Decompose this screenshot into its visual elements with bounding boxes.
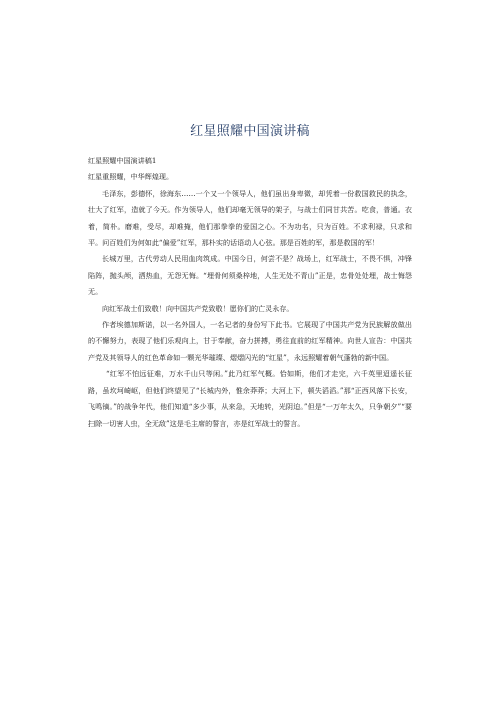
paragraph-5: 作者埃德加斯诺，以一名外国人，一名记者的身份写下此书。它展现了中国共产党为民族解放做出的不懈努力，表现了他们乐观向上，甘于奉献，奋力拼搏，勇往直前的红军精神。向世人宣告：中国共产党及其领导人的红色革命如一颗光华璀璨、熠熠闪光的“红星”，永远照耀着朝气蓬勃的新中国。: [88, 320, 412, 362]
paragraph-2: 毛泽东，彭德怀，徐海东……一个又一个领导人，他们虽出身卑微，却凭着一份救国救民的执念，壮大了红军，造就了今天。作为领导人，他们却毫无领导的架子，与战士们同甘共苦。吃食，普通。衣着，简朴。磨难，受尽，却难掩，他们那拳拳的爱国之心。不为功名，只为百姓。不求利禄，只求和平。问百姓们为何如此“偏爱”红军，那朴实的话语动人心弦。那是百姓的军，那是救国的军！: [88, 188, 412, 248]
paragraph-subtitle: 红星照耀中国演讲稿1: [88, 156, 157, 165]
document-title: 红星照耀中国演讲稿: [190, 124, 310, 139]
paragraph-4: 向红军战士们致敬！向中国共产党致敬！愿你们的亡灵永存。: [102, 303, 294, 313]
document-body: [88, 153, 412, 432]
paragraph-6: “红军不怕远征难，万水千山只等闲。”此乃红军气概。恰如斯，他们才走完，六千英里迢遥长征路，虽坎坷崎岖，但他们终望见了“长城内外，惟余莽莽；大河上下，顿失滔滔。”那“正西风落下长安，飞鸣镝。”的战争年代，他们知道“多少事，从来急，天地转，光阴迫。”但是“一万年太久，只争朝夕”“要扫除一切害人虫，全无敌”这是毛主席的誓言，亦是红军战士的誓言。: [88, 369, 412, 428]
paragraph-1: 红星重照耀，中华辉煌现。: [88, 172, 174, 182]
paragraph-3: 长城万里，古代劳动人民用血肉筑成。中国今日，何尝不是？战场上，红军战士，不畏不惧，冲锋陷阵，抛头颅，洒热血，无怨无悔。“埋骨何须桑梓地，人生无处不青山”正是，忠骨处处埋，战士悔怨无。: [88, 254, 412, 297]
